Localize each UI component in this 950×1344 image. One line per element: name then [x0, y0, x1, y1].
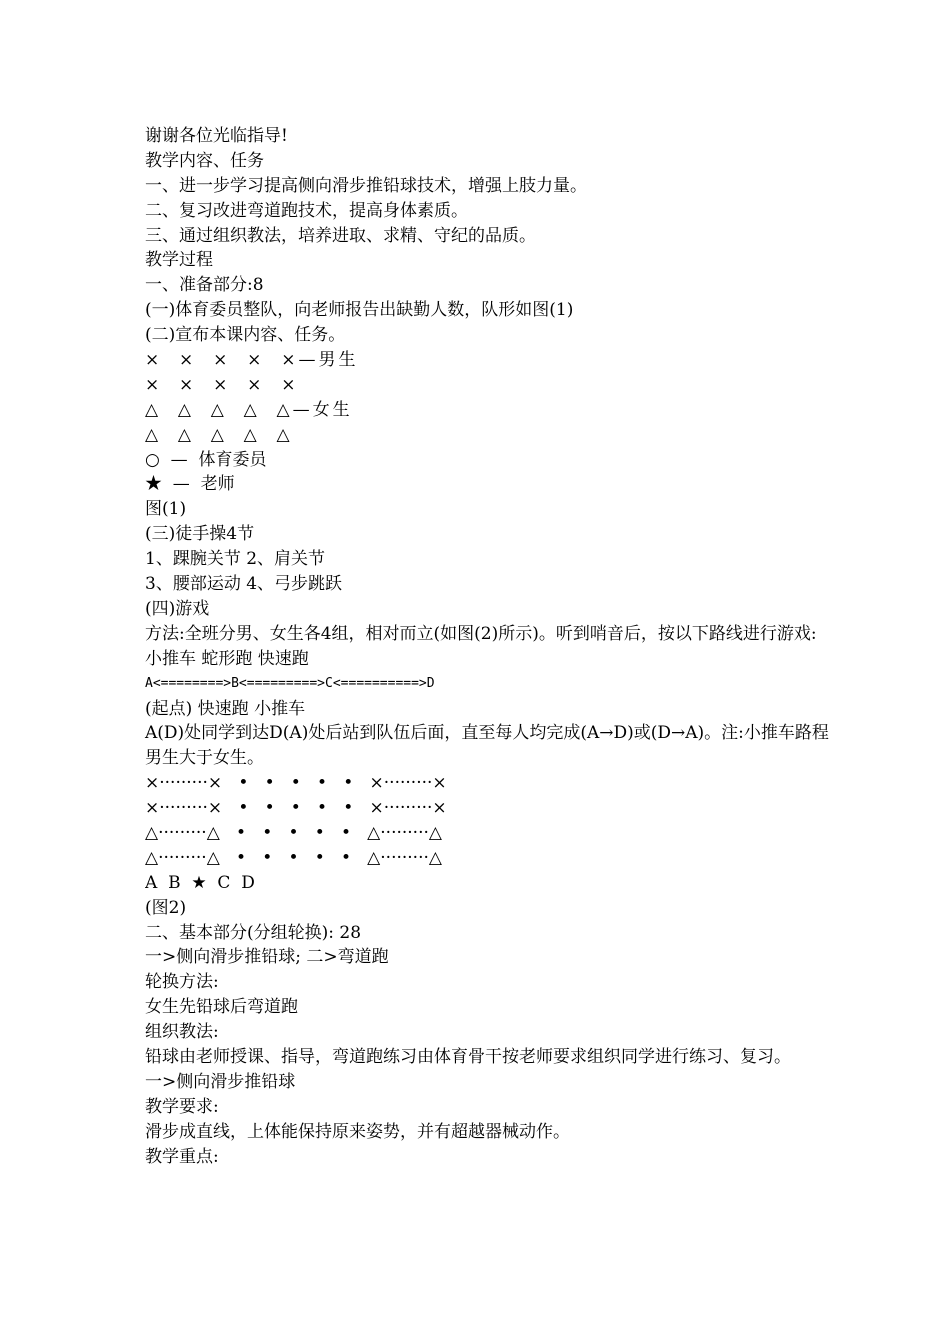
heading-teaching-content: 教学内容、任务 — [145, 150, 264, 171]
figure-2-row-4: △·········△ • • • • • △·········△ — [145, 847, 442, 868]
route-diagram: A<========>B<=========>C<==========>D — [145, 675, 435, 691]
game-rule-note: A(D)处同学到达D(A)处后站到队伍后面，直至每人均完成(A→D)或(D→A)。注:小推车路程男生大于女生。 — [145, 723, 829, 769]
figure-2-points: A B ★ C D — [145, 872, 255, 893]
goal-1: 一、进一步学习提高侧向滑步推铅球技术，增强上肢力量。 — [145, 175, 587, 196]
formation-row-girls-2: △ △ △ △ △ — [145, 424, 293, 445]
figure-2-row-1: ×·········× • • • • • ×·········× — [145, 773, 447, 794]
key-points-label: 教学重点: — [145, 1146, 219, 1167]
section-basic: 二、基本部分(分组轮换): 28 — [145, 922, 362, 943]
legend-sports-committee: ○ — 体育委员 — [145, 449, 267, 470]
legend-teacher: ★ — 老师 — [145, 474, 235, 495]
rotation-method: 女生先铅球后弯道跑 — [145, 997, 298, 1018]
formation-row-boys-2: × × × × × — [145, 374, 299, 395]
exercise-list-2: 3、腰部运动 4、弓步跳跃 — [145, 574, 343, 595]
prep-step-3: (三)徒手操4节 — [145, 524, 255, 545]
figure-2-caption: (图2) — [145, 897, 187, 918]
requirements-text: 滑步成直线，上体能保持原来姿势，并有超越器械动作。 — [145, 1121, 570, 1142]
prep-step-1: (一)体育委员整队，向老师报告出缺勤人数，队形如图(1) — [145, 300, 574, 321]
route-labels-bottom: (起点) 快速跑 小推车 — [145, 698, 306, 719]
shot-put-heading: 一>侧向滑步推铅球 — [145, 1071, 296, 1092]
basic-items: 一>侧向滑步推铅球; 二>弯道跑 — [145, 947, 389, 968]
figure-1-caption: 图(1) — [145, 499, 187, 520]
requirements-label: 教学要求: — [145, 1096, 219, 1117]
formation-row-girls-1: △ △ △ △ △—女生 — [145, 399, 353, 420]
rotation-method-label: 轮换方法: — [145, 972, 219, 993]
formation-row-boys-1: × × × × ×—男生 — [145, 350, 359, 371]
heading-teaching-process: 教学过程 — [145, 250, 213, 271]
organization-label: 组织教法: — [145, 1022, 219, 1043]
game-method: 方法:全班分男、女生各4组，相对而立(如图(2)所示)。听到哨音后，按以下路线进行游戏: — [145, 623, 817, 644]
closing-thanks: 谢谢各位光临指导! — [145, 126, 288, 146]
organization-text: 铅球由老师授课、指导，弯道跑练习由体育骨干按老师要求组织同学进行练习、复习。 — [145, 1047, 791, 1067]
prep-step-4: (四)游戏 — [145, 598, 210, 619]
figure-2-row-3: △·········△ • • • • • △·········△ — [145, 822, 442, 843]
route-labels-top: 小推车 蛇形跑 快速跑 — [145, 648, 309, 669]
document-body — [145, 124, 835, 1169]
goal-3: 三、通过组织教法，培养进取、求精、守纪的品质。 — [145, 225, 536, 246]
figure-2-row-2: ×·········× • • • • • ×·········× — [145, 798, 447, 819]
goal-2: 二、复习改进弯道跑技术，提高身体素质。 — [145, 200, 468, 221]
prep-step-2: (二)宣布本课内容、任务。 — [145, 325, 346, 346]
exercise-list-1: 1、踝腕关节 2、肩关节 — [145, 549, 326, 570]
section-preparation: 一、准备部分:8 — [145, 275, 264, 296]
